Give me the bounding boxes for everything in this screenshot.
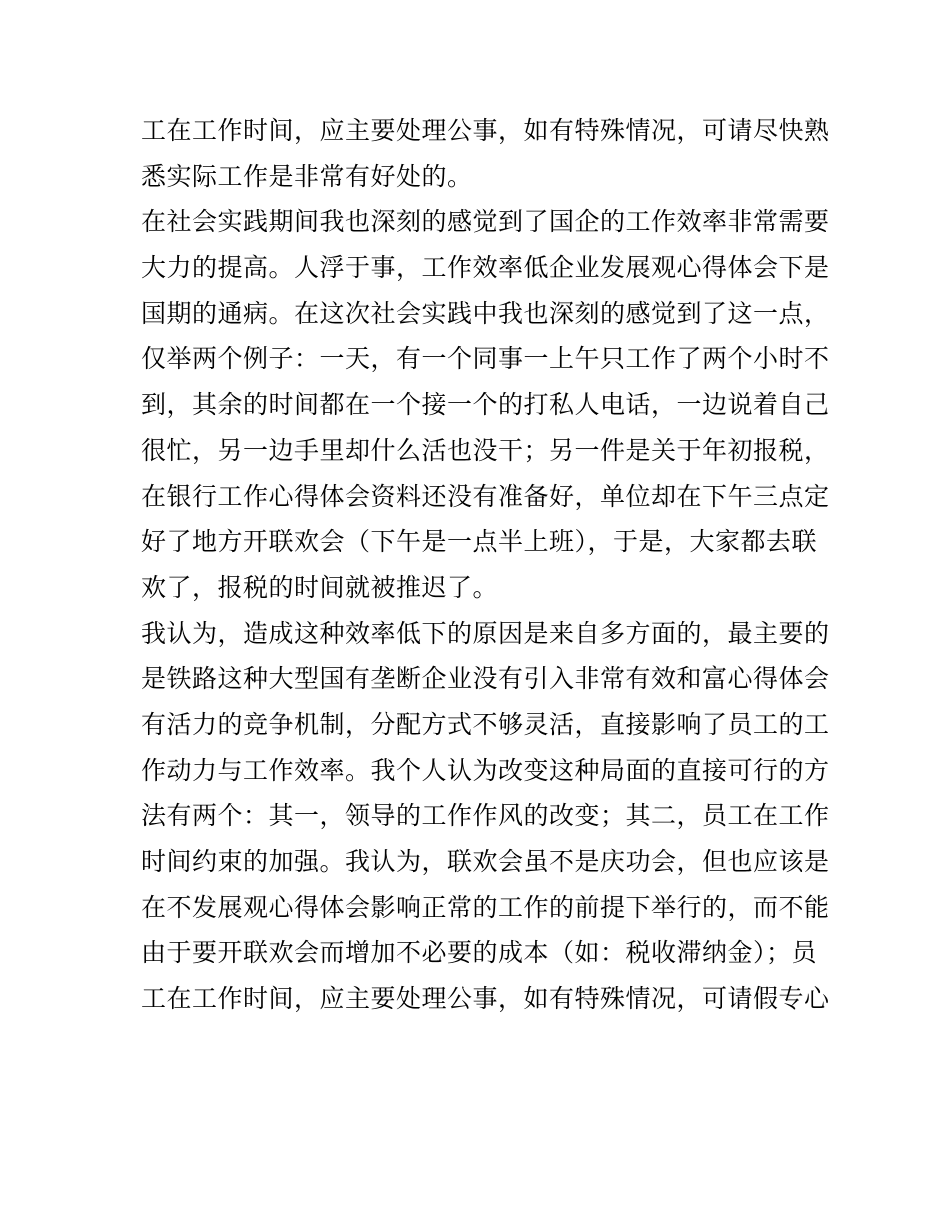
text-line: 法有两个：其一，领导的工作作风的改变；其二，员工在工作	[141, 801, 830, 831]
text-line: 作动力与工作效率。我个人认为改变这种局面的直接可行的方	[141, 755, 830, 785]
body-text	[141, 108, 830, 1022]
text-line: 到，其余的时间都在一个接一个的打私人电话，一边说着自己	[141, 390, 830, 420]
text-line: 时间约束的加强。我认为，联欢会虽不是庆功会，但也应该是	[141, 847, 830, 876]
text-line: 悉实际工作是非常有好处的。	[141, 161, 473, 191]
text-line: 由于要开联欢会而增加不必要的成本（如：税收滞纳金）；员	[141, 938, 818, 968]
text-line: 在银行工作心得体会资料还没有准备好，单位却在下午三点定	[141, 481, 830, 511]
text-line: 在社会实践期间我也深刻的感觉到了国企的工作效率非常需要	[141, 207, 830, 237]
text-line: 在不发展观心得体会影响正常的工作的前提下举行的，而不能	[141, 892, 830, 922]
text-line: 工在工作时间，应主要处理公事，如有特殊情况，可请假专心	[141, 984, 830, 1014]
text-line: 很忙，另一边手里却什么活也没干；另一件是关于年初报税，	[141, 435, 830, 465]
text-line: 好了地方开联欢会（下午是一点半上班），于是，大家都去联	[141, 527, 818, 557]
text-line: 国期的通病。在这次社会实践中我也深刻的感觉到了这一点，	[141, 298, 830, 328]
text-line: 大力的提高。人浮于事，工作效率低企业发展观心得体会下是	[141, 253, 830, 283]
text-line: 是铁路这种大型国有垄断企业没有引入非常有效和富心得体会	[141, 664, 830, 694]
text-line: 工在工作时间，应主要处理公事，如有特殊情况，可请尽快熟	[141, 116, 830, 145]
text-line: 有活力的竞争机制，分配方式不够灵活，直接影响了员工的工	[141, 709, 830, 739]
text-line: 我认为，造成这种效率低下的原因是来自多方面的，最主要的	[141, 618, 830, 648]
text-line: 欢了，报税的时间就被推迟了。	[141, 572, 499, 602]
text-line: 仅举两个例子：一天，有一个同事一上午只工作了两个小时不	[141, 344, 830, 374]
